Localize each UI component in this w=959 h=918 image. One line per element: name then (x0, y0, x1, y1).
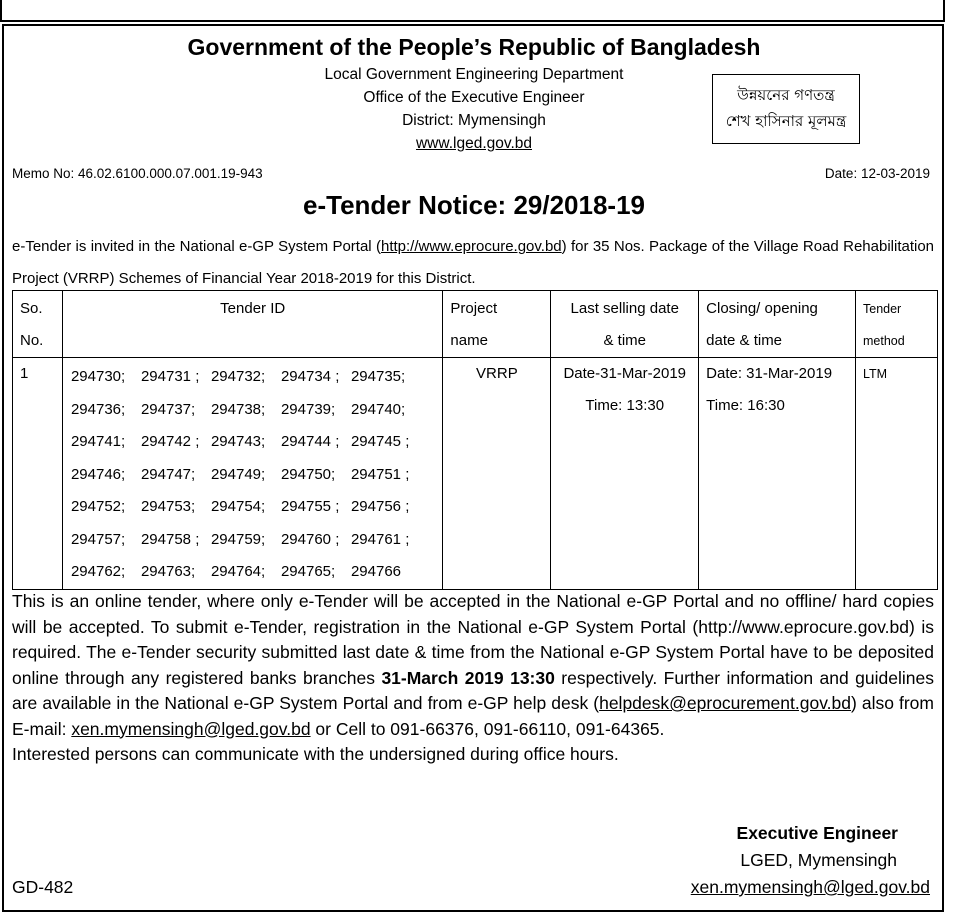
cell-closing: Date: 31-Mar-2019 Time: 16:30 (699, 358, 856, 590)
header-serial: So. No. (13, 291, 63, 358)
cell-serial: 1 (13, 358, 63, 590)
notice-title: e-Tender Notice: 29/2018-19 (303, 190, 645, 220)
signature-email-link[interactable]: xen.mymensingh@lged.gov.bd (690, 877, 930, 897)
eprocure-link[interactable]: http://www.eprocure.gov.bd (380, 238, 562, 255)
cell-tender-ids (62, 358, 442, 590)
tender-table (12, 290, 938, 590)
body-paragraph: This is an online tender, where only e-Tender will be accepted in the National e-GP Portal and no offline/ hard copies will be accepted. To submit e-Tender, registration in the National e-GP System Portal (http://www.eprocure.gov.bd) is required. The e-Tender security submitted last date & time from the National e-GP System Portal have to be deposited online through any registered banks branches 31-March 2019 13:30 respectively. Further information and guidelines are available in the National e-GP System Portal and from e-GP help desk (helpdesk@eprocurement.gov.bd) also from E-mail: xen.mymensingh@lged.gov.bd or Cell to 091-66376, 091-66110, 091-64365. (12, 591, 934, 739)
office-name: Office of the Executive Engineer (363, 89, 585, 106)
memo-date: Date: 12-03-2019 (824, 166, 930, 181)
notice-frame (2, 24, 944, 912)
helpdesk-email-link[interactable]: helpdesk@eprocurement.gov.bd (599, 693, 851, 713)
slogan-line-2: শেখ হাসিনার মূলমন্ত্র (725, 112, 847, 130)
cell-project: VRRP (443, 358, 551, 590)
district-name: District: Mymensingh (402, 112, 546, 129)
memo-number: Memo No: 46.02.6100.000.07.001.19-943 (12, 166, 263, 181)
intro-paragraph: e-Tender is invited in the National e-GP System Portal (http://www.eprocure.gov.bd) for 35 Nos. Package of the Village Road Rehabilitation Project (VRRP) Schemes of Financial Year 2018-2019 for this District. (12, 238, 935, 287)
tender-id-line: 294730; 294731 ; 294732; 294734 ; 294735; (70, 368, 406, 385)
slogan-line-1: উন্নয়নের গণতন্ত্র (737, 86, 835, 104)
table-header-row (13, 291, 938, 358)
cell-method: LTM (856, 358, 938, 590)
tender-id-line: 294752; 294753; 294754; 294755 ; 294756 ; (70, 498, 410, 515)
signature-org: LGED, Mymensingh (740, 850, 897, 870)
tender-id-line: 294741; 294742 ; 294743; 294744 ; 294745 ; (70, 433, 410, 450)
header-closing: Closing/ opening date & time (699, 291, 856, 358)
header-project: Project name (443, 291, 551, 358)
top-border-bar (0, 0, 945, 22)
office-email-link[interactable]: xen.mymensingh@lged.gov.bd (71, 718, 311, 739)
signature-title: Executive Engineer (736, 823, 898, 843)
header-selling: Last selling date & time (551, 291, 699, 358)
website-link[interactable]: www.lged.gov.bd (415, 135, 533, 152)
tender-id-line: 294746; 294747; 294749; 294750; 294751 ; (70, 465, 410, 483)
tender-id-line: 294762; 294763; 294764; 294765; 294766 (70, 563, 402, 580)
header-tender-id: Tender ID (62, 291, 442, 358)
notice-body (12, 589, 934, 768)
government-title: Government of the People’s Republic of Bangladesh (187, 34, 761, 60)
department-name: Local Government Engineering Department (324, 66, 624, 83)
table-row (13, 358, 938, 590)
tender-id-line: 294736; 294737; 294738; 294739; 294740; (70, 400, 406, 418)
header-method: Tender method (856, 291, 938, 358)
body-paragraph-contact: Interested persons can communicate with the undersigned during office hours. (12, 744, 619, 764)
cell-selling: Date-31-Mar-2019 Time: 13:30 (551, 358, 699, 590)
tender-id-line: 294757; 294758 ; 294759; 294760 ; 294761 ; (70, 530, 410, 548)
footer-code: GD-482 (12, 877, 74, 897)
slogan-box (712, 74, 860, 144)
